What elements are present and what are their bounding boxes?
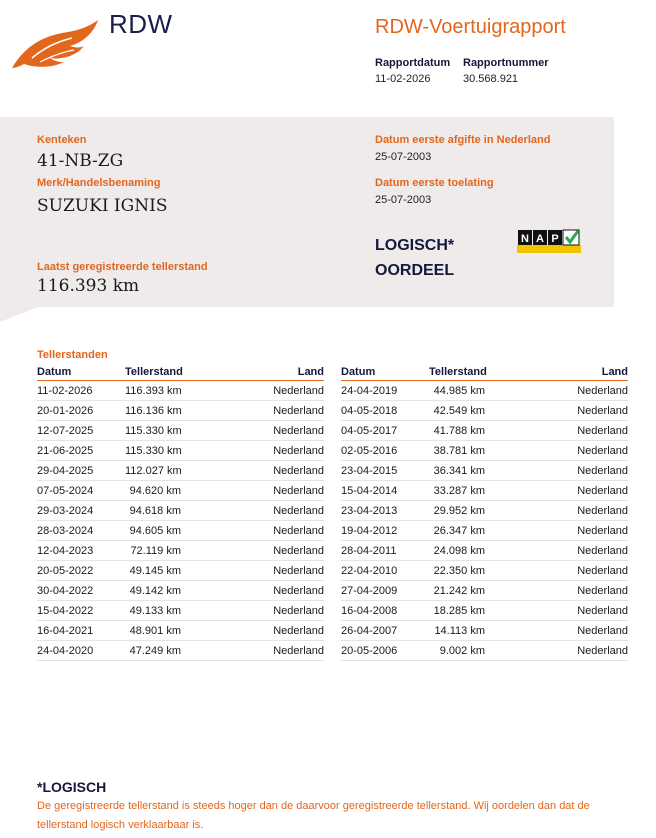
reading-odometer: 48.901 km — [129, 625, 181, 637]
reading-odometer: 49.133 km — [129, 605, 181, 617]
reading-odometer: 18.285 km — [433, 605, 485, 617]
reading-odometer: 22.350 km — [433, 565, 485, 577]
reading-date: 21-06-2025 — [37, 445, 94, 457]
brand-name: RDW — [109, 9, 173, 39]
report-number: 30.568.921 — [463, 73, 519, 85]
make-value: SUZUKI IGNIS — [37, 196, 168, 216]
table-row — [341, 621, 628, 641]
table-row — [37, 621, 324, 641]
reading-odometer: 29.952 km — [433, 505, 485, 517]
table-row — [341, 421, 628, 441]
reading-date: 26-04-2007 — [341, 625, 398, 637]
reading-country: Nederland — [577, 545, 628, 557]
reading-date: 16-04-2008 — [341, 605, 398, 617]
reading-date: 30-04-2022 — [37, 585, 94, 597]
table-row — [341, 441, 628, 461]
table-row — [341, 541, 628, 561]
reading-country: Nederland — [273, 505, 324, 517]
nap-letter-n: N — [521, 233, 529, 245]
reading-odometer: 112.027 km — [125, 465, 182, 477]
panel-notch — [0, 306, 40, 322]
reading-country: Nederland — [273, 645, 324, 657]
report-number-label: Rapportnummer — [463, 57, 549, 69]
reading-odometer: 42.549 km — [433, 405, 485, 417]
reading-odometer: 49.142 km — [129, 585, 181, 597]
reading-odometer: 36.341 km — [433, 465, 485, 477]
reading-date: 24-04-2019 — [341, 385, 398, 397]
reading-date: 04-05-2018 — [341, 405, 398, 417]
col-country-header: Land — [297, 366, 324, 378]
reading-country: Nederland — [273, 465, 324, 477]
reading-date: 23-04-2013 — [341, 505, 398, 517]
reading-date: 11-02-2026 — [37, 385, 93, 397]
reading-odometer: 116.393 km — [125, 385, 182, 397]
col-odometer-header: Tellerstand — [125, 366, 183, 378]
table-row — [341, 601, 628, 621]
reading-country: Nederland — [273, 385, 324, 397]
table-row — [37, 561, 324, 581]
table-row — [37, 481, 324, 501]
reading-country: Nederland — [577, 525, 628, 537]
table-row — [37, 381, 324, 401]
col-date-header: Datum — [341, 366, 376, 378]
reading-date: 20-05-2006 — [341, 645, 398, 657]
footnote-title: *LOGISCH — [37, 779, 107, 795]
table-header — [37, 366, 324, 381]
table-row — [341, 381, 628, 401]
first-issue-nl-label: Datum eerste afgifte in Nederland — [375, 134, 551, 146]
reading-date: 28-03-2024 — [37, 525, 94, 537]
reading-odometer: 116.136 km — [125, 405, 182, 417]
reading-odometer: 14.113 km — [434, 625, 485, 637]
reading-odometer: 47.249 km — [129, 645, 181, 657]
reading-date: 20-01-2026 — [37, 405, 94, 417]
table-row — [37, 581, 324, 601]
reading-odometer: 24.098 km — [433, 545, 485, 557]
reading-odometer: 115.330 km — [125, 425, 182, 437]
reading-date: 23-04-2015 — [341, 465, 398, 477]
table-header — [341, 366, 628, 381]
reading-date: 15-04-2022 — [37, 605, 94, 617]
reading-date: 22-04-2010 — [341, 565, 398, 577]
reading-date: 12-07-2025 — [37, 425, 94, 437]
reading-country: Nederland — [577, 565, 628, 577]
reading-country: Nederland — [577, 405, 628, 417]
col-country-header: Land — [601, 366, 628, 378]
verdict — [375, 233, 454, 283]
report-title: RDW-Voertuigrapport — [375, 16, 566, 38]
reading-odometer: 94.620 km — [129, 485, 181, 497]
reading-country: Nederland — [577, 625, 628, 637]
rdw-bird-logo-icon — [10, 18, 100, 72]
table-row — [37, 641, 324, 661]
reading-country: Nederland — [273, 445, 324, 457]
reading-country: Nederland — [273, 405, 324, 417]
reading-country: Nederland — [273, 425, 324, 437]
col-odometer-header: Tellerstand — [429, 366, 487, 378]
report-date: 11-02-2026 — [375, 73, 431, 85]
reading-country: Nederland — [577, 445, 628, 457]
table-row — [37, 441, 324, 461]
nap-letter-a: A — [536, 233, 544, 245]
nap-logo-icon — [517, 229, 581, 253]
reading-date: 24-04-2020 — [37, 645, 94, 657]
readings-table-left — [37, 366, 324, 661]
table-row — [341, 581, 628, 601]
last-odometer-label: Laatst geregistreerde tellerstand — [37, 261, 208, 273]
reading-country: Nederland — [273, 525, 324, 537]
reading-date: 12-04-2023 — [37, 545, 94, 557]
first-issue-nl-value: 25-07-2003 — [375, 151, 432, 163]
reading-date: 19-04-2012 — [341, 525, 398, 537]
table-row — [341, 481, 628, 501]
reading-country: Nederland — [273, 545, 324, 557]
reading-date: 16-04-2021 — [37, 625, 94, 637]
reading-odometer: 72.119 km — [130, 545, 181, 557]
reading-country: Nederland — [577, 605, 628, 617]
readings-title: Tellerstanden — [37, 349, 108, 361]
reading-odometer: 33.287 km — [433, 485, 485, 497]
reading-country: Nederland — [273, 605, 324, 617]
table-row — [37, 541, 324, 561]
reading-country: Nederland — [577, 505, 628, 517]
table-row — [37, 421, 324, 441]
plate-label: Kenteken — [37, 134, 87, 146]
reading-date: 29-03-2024 — [37, 505, 94, 517]
reading-odometer: 21.242 km — [433, 585, 485, 597]
table-row — [37, 401, 324, 421]
first-admission-label: Datum eerste toelating — [375, 177, 494, 189]
reading-country: Nederland — [273, 485, 324, 497]
reading-country: Nederland — [577, 645, 628, 657]
last-odometer-value: 116.393 km — [37, 276, 140, 296]
col-date-header: Datum — [37, 366, 72, 378]
table-row — [341, 521, 628, 541]
table-row — [341, 461, 628, 481]
reading-date: 27-04-2009 — [341, 585, 398, 597]
readings-table-right — [341, 366, 628, 661]
report-date-label: Rapportdatum — [375, 57, 451, 69]
table-row — [37, 601, 324, 621]
reading-country: Nederland — [577, 465, 628, 477]
reading-country: Nederland — [577, 425, 628, 437]
footnote-text: De geregistreerde tellerstand is steeds hoger dan de daarvoor geregistreerde tellerstand. Wij oordelen dan dat de tellerstand logisch verklaarbaar is. — [37, 800, 590, 831]
verdict-line-1: LOGISCH* — [375, 237, 455, 254]
reading-date: 29-04-2025 — [37, 465, 94, 477]
reading-odometer: 94.605 km — [129, 525, 181, 537]
table-row — [37, 461, 324, 481]
reading-odometer: 49.145 km — [129, 565, 181, 577]
nap-letter-p: P — [551, 233, 559, 245]
table-row — [37, 521, 324, 541]
reading-odometer: 94.618 km — [129, 505, 181, 517]
verdict-line-2: OORDEEL — [375, 262, 455, 279]
plate-value: 41-NB-ZG — [37, 151, 124, 171]
reading-country: Nederland — [273, 565, 324, 577]
reading-country: Nederland — [273, 585, 324, 597]
table-row — [341, 501, 628, 521]
reading-odometer: 38.781 km — [433, 445, 485, 457]
reading-date: 20-05-2022 — [37, 565, 94, 577]
reading-country: Nederland — [577, 585, 628, 597]
reading-odometer: 41.788 km — [433, 425, 485, 437]
reading-odometer: 44.985 km — [433, 385, 485, 397]
reading-odometer: 9.002 km — [439, 645, 485, 657]
make-label: Merk/Handelsbenaming — [37, 177, 161, 189]
reading-odometer: 26.347 km — [433, 525, 485, 537]
reading-odometer: 115.330 km — [125, 445, 182, 457]
reading-date: 02-05-2016 — [341, 445, 398, 457]
reading-date: 07-05-2024 — [37, 485, 94, 497]
reading-country: Nederland — [273, 625, 324, 637]
reading-date: 04-05-2017 — [341, 425, 398, 437]
table-row — [341, 561, 628, 581]
table-row — [341, 401, 628, 421]
table-row — [341, 641, 628, 661]
reading-date: 28-04-2011 — [341, 545, 397, 557]
reading-country: Nederland — [577, 485, 628, 497]
reading-date: 15-04-2014 — [341, 485, 398, 497]
first-admission-value: 25-07-2003 — [375, 194, 432, 206]
table-row — [37, 501, 324, 521]
reading-country: Nederland — [577, 385, 628, 397]
